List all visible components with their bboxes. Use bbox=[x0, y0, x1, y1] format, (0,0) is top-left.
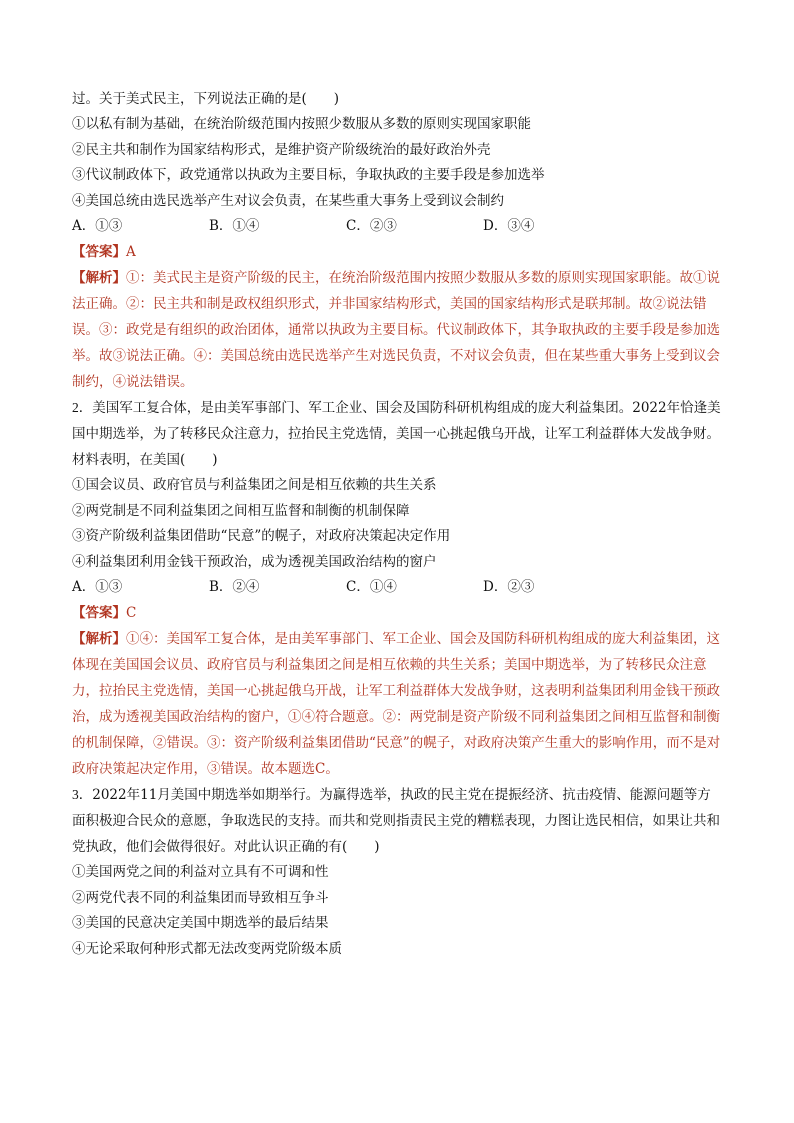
q2-choice-a: A．①③ bbox=[72, 579, 123, 595]
q1-explanation-text: ①：美式民主是资产阶级的民主，在统治阶级范围内按照少数服从多数的原则实现国家职能。故①说法正确。②：民主共和制是政权组织形式，并非国家结构形式，美国的国家结构形式是联邦制。故②说法错误。③：政党是有组织的政治团体，通常以执政为主要目标。代议制政体下，其争取执政的主要手段是参加选举。故③说法正确。④：美国总统由选民选举产生对选民负责，不对议会负责，但在某些重大事务上受到议会制约，④说法错误。 bbox=[72, 270, 720, 390]
q2-stem bbox=[72, 395, 722, 473]
q2-options bbox=[72, 473, 722, 575]
q1-explanation-tag: 【解析】 bbox=[72, 270, 126, 286]
q1-answer-tag: 【答案】 bbox=[72, 244, 126, 260]
q2-choice-d: D．②③ bbox=[483, 579, 535, 595]
q1-choice-d: D．③④ bbox=[483, 218, 535, 234]
q1-choices bbox=[72, 214, 722, 239]
q1-answer bbox=[72, 239, 722, 265]
q3-option-3: ③美国的民意决定美国中期选举的最后结果 bbox=[72, 915, 329, 931]
q1-option-1: ①以私有制为基础，在统治阶级范围内按照少数服从多数的原则实现国家职能 bbox=[72, 116, 531, 132]
q3-number: 3． bbox=[72, 787, 93, 802]
q2-choices bbox=[72, 575, 722, 600]
q2-choice-c: C．①④ bbox=[346, 579, 397, 595]
q3-option-2: ②两党代表不同的利益集团而导致相互争斗 bbox=[72, 889, 329, 906]
q2-explanation-tag: 【解析】 bbox=[72, 631, 126, 647]
q1-option-3: ③代议制政体下，政党通常以执政为主要目标，争取执政的主要手段是参加选举 bbox=[72, 167, 545, 183]
q3-option-1: ①美国两党之间的利益对立具有不可调和性 bbox=[72, 864, 329, 880]
q2-explanation bbox=[72, 626, 722, 782]
q1-options bbox=[72, 112, 722, 214]
q2-option-4: ④利益集团利用金钱干预政治，成为透视美国政治结构的窗户 bbox=[72, 553, 437, 570]
q2-answer-value: C bbox=[126, 605, 137, 621]
q3-options bbox=[72, 860, 722, 962]
q1-explanation bbox=[72, 265, 722, 395]
q2-stem-text: 美国军工复合体，是由美军事部门、军工企业、国会及国防科研机构组成的庞大利益集团。2022年恰逢美国中期选举，为了转移民众注意力，拉抬民主党选情，美国一心挑起俄乌开战，让军工利益群体大发战争财。材料表明，在美国( ) bbox=[72, 400, 721, 468]
q2-number: 2． bbox=[72, 400, 93, 415]
q2-option-3: ③资产阶级利益集团借助“民意”的幌子，对政府决策起决定作用 bbox=[72, 528, 451, 544]
q2-option-2: ②两党制是不同利益集团之间相互监督和制衡的机制保障 bbox=[72, 502, 410, 519]
q2-option-1: ①国会议员、政府官员与利益集团之间是相互依赖的共生关系 bbox=[72, 477, 437, 493]
document-page bbox=[72, 86, 722, 962]
q1-choice-a: A．①③ bbox=[72, 218, 123, 234]
q2-answer-tag: 【答案】 bbox=[72, 605, 126, 621]
q1-answer-value: A bbox=[126, 244, 136, 260]
q1-stem-tail: 过。关于美式民主，下列说法正确的是( ) bbox=[72, 91, 340, 107]
q2-explanation-text: ①④：美国军工复合体，是由美军事部门、军工企业、国会及国防科研机构组成的庞大利益集团，这体现在美国国会议员、政府官员与利益集团之间是相互依赖的共生关系；美国中期选举，为了转移民众注意力，拉抬民主党选情，美国一心挑起俄乌开战，让军工利益群体大发战争财，这表明利益集团利用金钱干预政治，成为透视美国政治结构的窗户，①④符合题意。②：两党制是资产阶级不同利益集团之间相互监督和制衡的机制保障，②错误。③：资产阶级利益集团借助“民意”的幌子，对政府决策产生重大的影响作用，而不是对政府决策起决定作用，③错误。故本题选C。 bbox=[72, 631, 721, 777]
q1-choice-b: B．①④ bbox=[209, 218, 260, 234]
q1-choice-c: C．②③ bbox=[346, 218, 397, 234]
q3-stem bbox=[72, 782, 722, 860]
q3-option-4: ④无论采取何种形式都无法改变两党阶级本质 bbox=[72, 940, 342, 957]
q3-stem-text: 2022年11月美国中期选举如期举行。为赢得选举，执政的民主党在提振经济、抗击疫情、能源问题等方面积极迎合民众的意愿，争取选民的支持。而共和党则指责民主党的糟糕表现，力图让选民相信，如果让共和党执政，他们会做得很好。对此认识正确的有( ) bbox=[72, 787, 720, 855]
q2-answer bbox=[72, 600, 722, 626]
q1-option-2: ②民主共和制作为国家结构形式，是维护资产阶级统治的最好政治外壳 bbox=[72, 141, 491, 158]
q1-option-4: ④美国总统由选民选举产生对议会负责，在某些重大事务上受到议会制约 bbox=[72, 192, 504, 209]
q2-choice-b: B．②④ bbox=[209, 579, 260, 595]
